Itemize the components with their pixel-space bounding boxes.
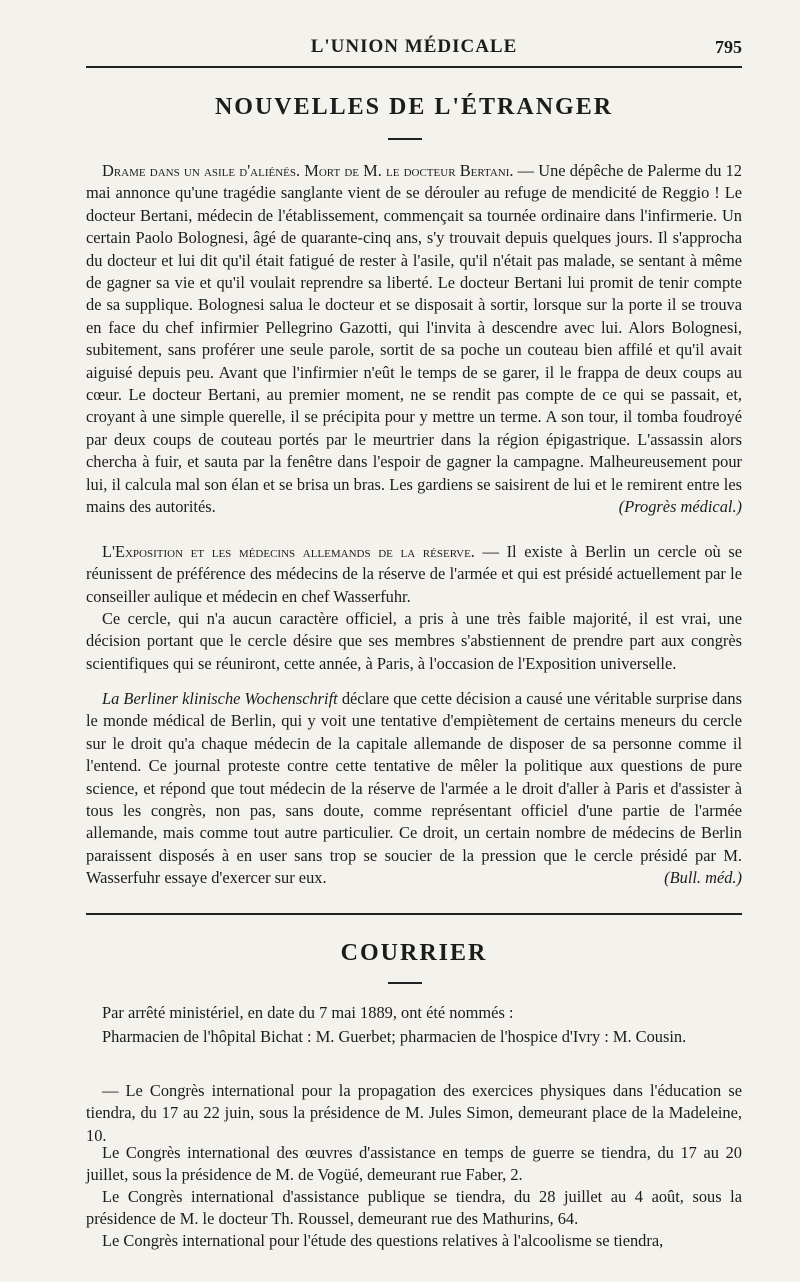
article-body: — Il existe à Berlin un cercle où se réunissent de préférence des médecins de la réserve de l'armée et qui est présidé actuellement par le conseiller aulique et médecin en chef Wasserfuhr. <box>86 542 742 606</box>
courrier-item: Le Congrès international des œuvres d'assistance en temps de guerre se tiendra, du 17 au 20 juillet, sous la présidence de M. de Vogüé, demeurant rue Faber, 2. <box>86 1143 742 1185</box>
article-body: déclare que cette décision a causé une véritable surprise dans le monde médical de Berlin, qui y voit une tentative d'empiètement de certains meneurs du cercle sur le droit qu'a chaque médecin de la capitale allemande de disposer de sa personne comme il l'entend. Ce journal proteste contre cette tentative de mêler la politique aux questions de pure science, et répond que tout médecin de la réserve de l'armée a le droit d'aller à Paris et d'assister à tous les congrès, non pas, sans doute, comme représentant officiel d'une partie de l'armée allemande, mais comme tout autre particulier. Ce droit, un certain nombre de médecins de Berlin paraissent disposés à en user sans trop se soucier de la pression que le cercle présidé par M. Wasserfuhr essaye d'exercer sur eux. <box>86 689 743 888</box>
header-rule <box>86 66 742 68</box>
journal-title: L'UNION MÉDICALE <box>310 36 518 57</box>
page-number: 795 <box>715 37 742 57</box>
courrier-item: Le Congrès international pour l'étude des questions relatives à l'alcoolisme se tiendra, <box>102 1231 664 1250</box>
article-heading: L'Exposition et les médecins allemands de la réserve. <box>102 542 475 561</box>
article-paragraph <box>86 688 742 890</box>
courrier-item: Par arrêté ministériel, en date du 7 mai 1889, ont été nommés : <box>102 1003 514 1022</box>
article-source: (Bull. méd.) <box>664 868 742 888</box>
section-divider <box>388 138 422 140</box>
article-heading: Drame dans un asile d'aliénés. Mort de M. le docteur Bertani. <box>102 161 514 180</box>
section-title-etranger: NOUVELLES DE L'ÉTRANGER <box>214 94 614 120</box>
article-exposition <box>86 541 742 608</box>
article-paragraph: Ce cercle, qui n'a aucun caractère officiel, a pris à une très faible majorité, il est vrai, une décision portant que le cercle désire que ses membres s'abstiennent de prendre part aux congrès scientifiques qui se réuniront, cette année, à Paris, à l'occasion de l'Exposition universelle. <box>86 609 742 673</box>
courrier-item: Le Congrès international d'assistance publique se tiendra, du 28 juillet au 4 août, sous la présidence de M. le docteur Th. Roussel, demeurant rue des Mathurins, 64. <box>86 1187 742 1229</box>
running-head <box>86 36 742 66</box>
article-source: (Progrès médical.) <box>618 497 742 517</box>
article-body: — Une dépêche de Palerme du 12 mai annonce qu'une tragédie sanglante vient de se dérouler au refuge de mendicité de Reggio ! Le docteur Bertani, médecin de l'établissement, commençait sa tournée ordinaire dans l'infirmerie. Un certain Paolo Bolognesi, âgé de quarante-cinq ans, s'y trouvait depuis quelques jours. Il s'approcha du docteur et lui dit qu'il était fatigué de rester à l'asile, qu'il n'était pas malade, se sentant à même de gagner sa vie et qu'il voulait reprendre sa liberté. Le docteur Bertani lui promit de tenir compte de sa supplique. Bolognesi salua le docteur et se disposait à sortir, lorsque sur la porte il se trouva en face du chef infirmier Pellegrino Gazotti, qui l'invita à descendre avec lui. Alors Bolognesi, subitement, sans proférer une seule parole, sortit de sa poche un couteau bien affilé et qu'il avait aiguisé depuis peu. Avant que l'infirmier n'eût le temps de se garer, il le frappa de deux coups au cœur. Le docteur Bertani, au premier moment, ne se rendit pas compte de ce qui se passait, et, croyant à une simple querelle, il se précipita pour y mettre un terme. A son tour, il tomba foudroyé par deux coups de couteau portés par le meurtrier dans la région épigastrique. L'assassin alors chercha à fuir, et sauta par la fenêtre dans l'espoir de gagner la campagne. Malheureusement pour lui, il calcula mal son élan et se brisa un bras. Les gardiens se saisirent de lui et le remirent entre les mains des autorités. <box>86 161 742 517</box>
section-divider <box>388 982 422 984</box>
courrier-item: Pharmacien de l'hôpital Bichat : M. Guerbet; pharmacien de l'hospice d'Ivry : M. Cousin. <box>102 1027 687 1046</box>
section-separator <box>86 913 742 915</box>
section-title-courrier: COURRIER <box>340 940 488 966</box>
courrier-item: — Le Congrès international pour la propagation des exercices physiques dans l'éducation se tiendra, du 17 au 22 juin, sous la présidence de M. Jules Simon, demeurant place de la Madeleine, 10. <box>86 1081 742 1145</box>
journal-name: La Berliner klinische Wochenschrift <box>102 689 338 708</box>
article-drame <box>86 160 742 519</box>
